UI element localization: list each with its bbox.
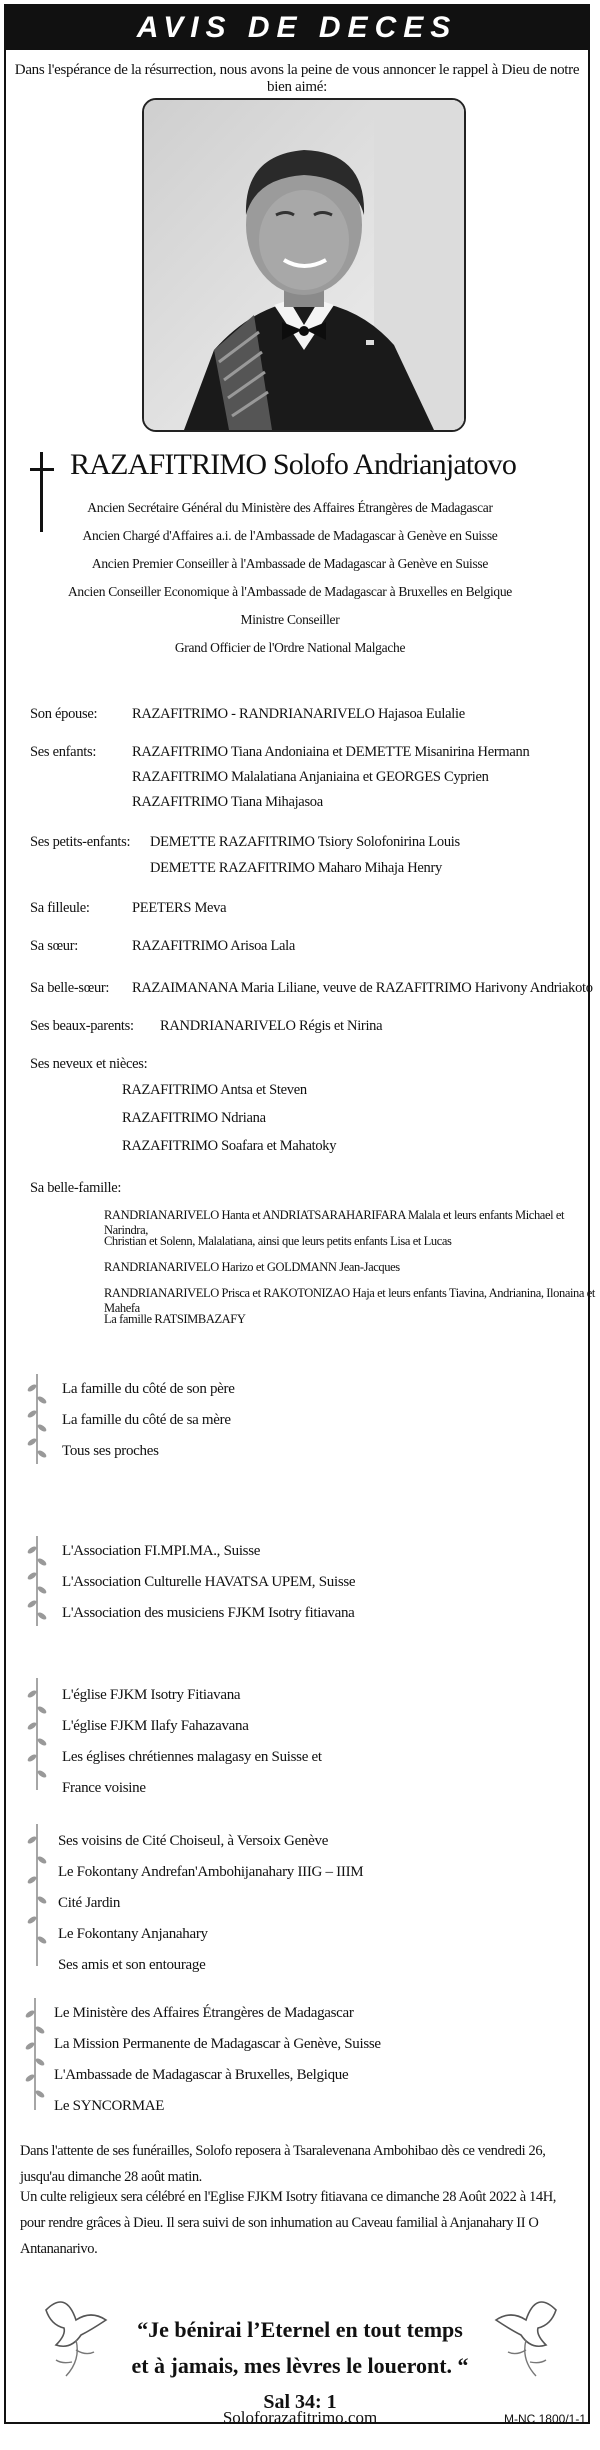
funeral-service-text: Un culte religieux sera célébré en l'Eglise FJKM Isotry fitiavana ce dimanche 28 Août 2022 à 14H, pour rendre grâces à Dieu. Il sera suivi de son inhumation au Caveau familial à Anjanahary II O Antananarivo. — [20, 2189, 556, 2257]
funeral-rest-text: Dans l'attente de ses funérailles, Solofo reposera à Tsaralevenana Ambohibao dès ce vendredi 26, jusqu'au dimanche 28 août matin. — [20, 2143, 546, 2185]
in-law-line: RANDRIANARIVELO Hanta et ANDRIATSARAHARIFARA Malala et leurs enfants Michael et Narindra, — [104, 1208, 565, 1237]
mourner-line: L'Association FI.MPI.MA., Suisse — [62, 1543, 261, 1559]
mourner-line: Le SYNCORMAE — [54, 2098, 165, 2114]
nephew-name: RAZAFITRIMO Ndriana — [122, 1110, 266, 1126]
mourner-group — [54, 1998, 381, 2122]
child-name: RAZAFITRIMO Tiana Mihajasoa — [132, 794, 323, 810]
parents-in-law-name: RANDRIANARIVELO Régis et Nirina — [160, 1018, 383, 1034]
olive-branch-icon — [24, 1994, 46, 2114]
mourner-line: Le Fokontany Andrefan'Ambohijanahary IIIG – IIIM — [58, 1864, 364, 1880]
mourner-line: L'Association Culturelle HAVATSA UPEM, Suisse — [62, 1574, 356, 1590]
in-laws-label: Sa belle-famille: — [30, 1180, 122, 1196]
grandchildren-label: Ses petits-enfants: — [30, 834, 131, 850]
olive-branch-icon — [26, 1532, 48, 1628]
deceased-titles — [40, 494, 540, 662]
sister-label: Sa sœur: — [30, 938, 78, 954]
mourner-line: Cité Jardin — [58, 1895, 121, 1911]
mourner-group — [62, 1374, 235, 1467]
sister-name: RAZAFITRIMO Arisoa Lala — [132, 938, 296, 954]
grandchild-name: DEMETTE RAZAFITRIMO Maharo Mihaja Henry — [150, 860, 442, 876]
website-text: Soloforazafitrimo.com — [222, 2408, 378, 2427]
spouse-label: Son épouse: — [30, 706, 98, 722]
mourner-line: La famille du côté de son père — [62, 1381, 235, 1397]
nephew-name: RAZAFITRIMO Antsa et Steven — [122, 1082, 307, 1098]
title-line: Grand Officier de l'Ordre National Malgache — [174, 640, 406, 655]
spouse-name: RAZAFITRIMO - RANDRIANARIVELO Hajasoa Eulalie — [132, 706, 465, 722]
mourner-line: Tous ses proches — [62, 1443, 159, 1459]
title-line: Ancien Premier Conseiller à l'Ambassade de Madagascar à Genève en Suisse — [91, 556, 489, 571]
in-law-line: Christian et Solenn, Malalatiana, ainsi que leurs petits enfants Lisa et Lucas — [104, 1234, 452, 1248]
mourner-line: Ses amis et son entourage — [58, 1957, 206, 1973]
sister-in-law-label: Sa belle-sœur: — [30, 980, 110, 996]
mourner-group — [62, 1536, 355, 1629]
mourner-line: Le Ministère des Affaires Étrangères de Madagascar — [54, 2005, 354, 2021]
mourner-line: France voisine — [62, 1780, 146, 1796]
title-line: Ancien Chargé d'Affaires a.i. de l'Ambassade de Madagascar à Genève en Suisse — [82, 528, 498, 543]
child-name: RAZAFITRIMO Malalatiana Anjaniaina et GEORGES Cyprien — [132, 769, 489, 785]
quote-reference: Sal 34: 1 — [263, 2391, 337, 2413]
mourner-group — [62, 1680, 322, 1804]
mourner-line: L'Association des musiciens FJKM Isotry fitiavana — [62, 1605, 355, 1621]
portrait-photo — [142, 98, 466, 432]
mourner-line: L'église FJKM Ilafy Fahazavana — [62, 1718, 249, 1734]
quote-line: “Je bénirai l’Eternel en tout temps — [137, 2317, 463, 2342]
children-label: Ses enfants: — [30, 744, 97, 760]
mourner-line: La Mission Permanente de Madagascar à Genève, Suisse — [54, 2036, 381, 2052]
child-name: RAZAFITRIMO Tiana Andoniaina et DEMETTE Misanirina Hermann — [132, 744, 530, 760]
quote-line: et à jamais, mes lèvres le loueront. “ — [131, 2353, 469, 2378]
mourner-line: Les églises chrétiennes malagasy en Suisse et — [62, 1749, 322, 1765]
mourner-line: L'église FJKM Isotry Fitiavana — [62, 1687, 241, 1703]
deceased-name: RAZAFITRIMO Solofo Andrianjatovo — [70, 448, 517, 481]
in-law-line: RANDRIANARIVELO Prisca et RAKOTONIZAO Haja et leurs enfants Tiavina, Andrianina, Ilonaina et Mahefa — [104, 1286, 595, 1315]
title-line: Ministre Conseiller — [240, 612, 340, 627]
mourner-group — [58, 1826, 363, 1981]
intro-text: Dans l'espérance de la résurrection, nous avons la peine de vous annoncer le rappel à Dieu de notre bien aimé: — [14, 62, 580, 95]
mourner-line: Le Fokontany Anjanahary — [58, 1926, 208, 1942]
title-line: Ancien Conseiller Economique à l'Ambassade de Madagascar à Bruxelles en Belgique — [67, 584, 513, 599]
sister-in-law-name: RAZAIMANANA Maria Liliane, veuve de RAZAFITRIMO Harivony Andriakoto — [132, 980, 593, 996]
in-law-line: La famille RATSIMBAZAFY — [104, 1312, 246, 1326]
notice-header: AVIS DE DECES — [6, 6, 588, 50]
goddaughter-label: Sa filleule: — [30, 900, 90, 916]
goddaughter-name: PEETERS Meva — [132, 900, 227, 916]
grandchild-name: DEMETTE RAZAFITRIMO Tsiory Solofonirina Louis — [150, 834, 460, 850]
olive-branch-icon — [26, 1820, 48, 1970]
in-law-line: RANDRIANARIVELO Harizo et GOLDMANN Jean-Jacques — [104, 1260, 400, 1274]
title-line: Ancien Secrétaire Général du Ministère des Affaires Étrangères de Madagascar — [87, 500, 493, 515]
mourner-line: La famille du côté de sa mère — [62, 1412, 231, 1428]
bible-quote — [100, 2312, 500, 2420]
reference-code: M-NC 1800/1-1 — [503, 2412, 586, 2426]
nephew-name: RAZAFITRIMO Soafara et Mahatoky — [122, 1138, 337, 1154]
mourner-line: Ses voisins de Cité Choiseul, à Versoix Genève — [58, 1833, 329, 1849]
olive-branch-icon — [26, 1674, 48, 1794]
parents-in-law-label: Ses beaux-parents: — [30, 1018, 134, 1034]
olive-branch-icon — [26, 1370, 48, 1466]
nephews-label: Ses neveux et nièces: — [30, 1056, 148, 1072]
mourner-line: L'Ambassade de Madagascar à Bruxelles, Belgique — [54, 2067, 349, 2083]
